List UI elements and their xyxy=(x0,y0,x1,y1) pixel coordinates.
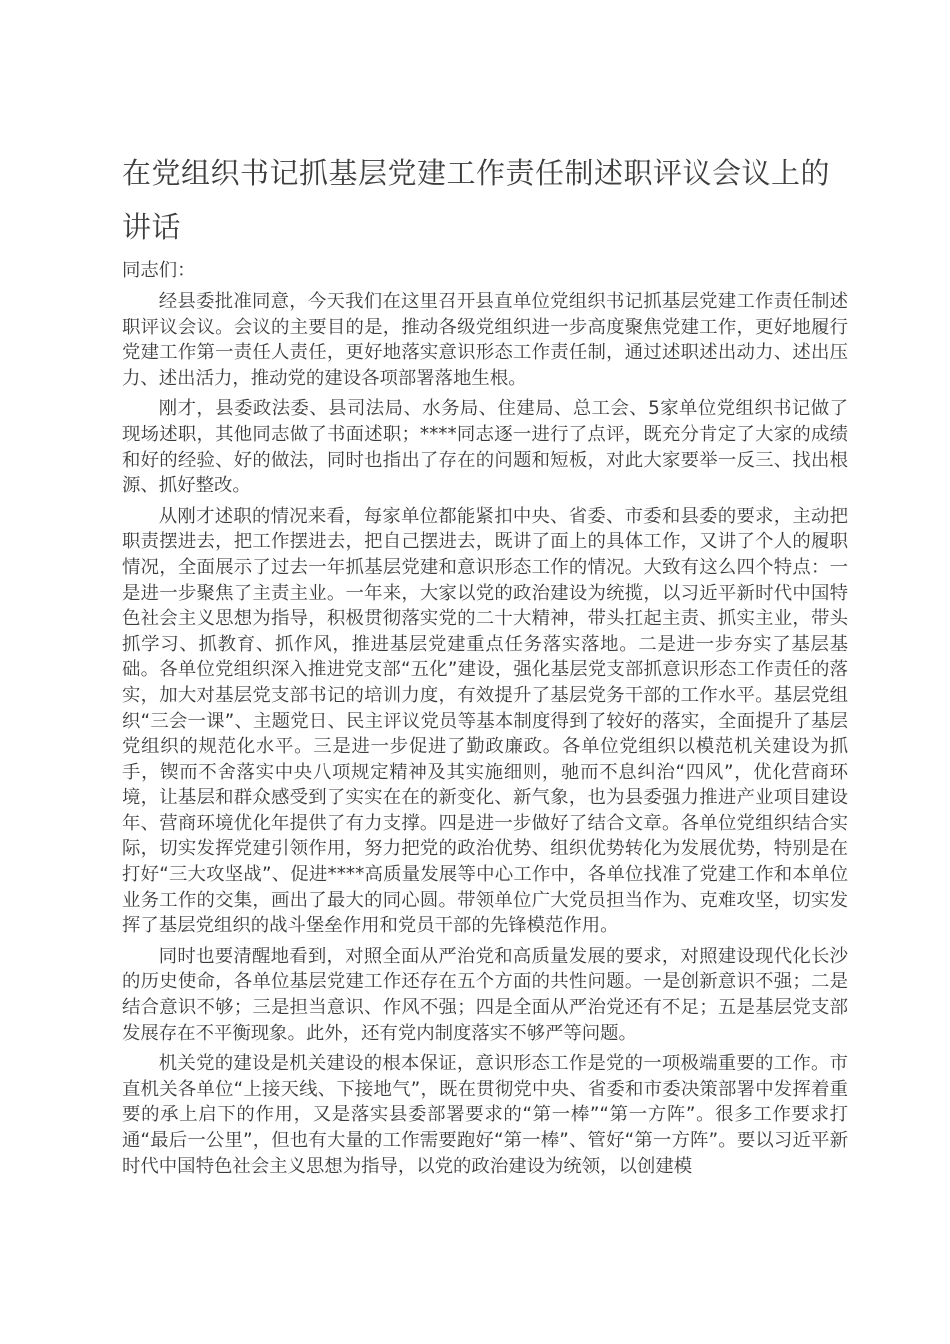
paragraph-2: 刚才，县委政法委、县司法局、水务局、住建局、总工会、5家单位党组织书记做了现场述职，其他同志做了书面述职；****同志逐一进行了点评，既充分肯定了大家的成绩和好的经验、好的做法，同时也指出了存在的问题和短板，对此大家要举一反三、找出根源、抓好整改。 xyxy=(122,398,848,497)
paragraph-1: 经县委批准同意，今天我们在这里召开县直单位党组织书记抓基层党建工作责任制述职评议会议。会议的主要目的是，推动各级党组织进一步高度聚焦党建工作，更好地履行党建工作第一责任人责任，更好地落实意识形态工作责任制，通过述职述出动力、述出压力、述出活力，推动党的建设各项部署落地生根。 xyxy=(122,291,848,389)
paragraph-4: 同时也要清醒地看到，对照全面从严治党和高质量发展的要求，对照建设现代化长沙的历史使命，各单位基层党建工作还存在五个方面的共性问题。一是创新意识不强；二是结合意识不够；三是担当意识、作风不强；四是全面从严治党还有不足；五是基层党支部发展存在不平衡现象。此外，还有党内制度落实不够严等问题。 xyxy=(122,945,848,1044)
salutation: 同志们： xyxy=(122,260,196,281)
paragraph-5: 机关党的建设是机关建设的根本保证，意识形态工作是党的一项极端重要的工作。市直机关各单位“上接天线、下接地气”，既在贯彻党中央、省委和市委决策部署中发挥着重要的承上启下的作用，又是落实县委部署要求的“第一棒”“第一方阵”。很多工作要求打通“最后一公里”，但也有大量的工作需要跑好“第一棒”、管好“第一方阵”。要以习近平新时代中国特色社会主义思想为指导，以党的政治建设为统领，以创建模 xyxy=(122,1053,848,1177)
paragraph-3: 从刚才述职的情况来看，每家单位都能紧扣中央、省委、市委和县委的要求，主动把职责摆进去，把工作摆进去，把自己摆进去，既讲了面上的具体工作，又讲了个人的履职情况，全面展示了过去一年抓基层党建和意识形态工作的情况。大致有这么四个特点：一是进一步聚焦了主责主业。一年来，大家以党的政治建设为统揽，以习近平新时代中国特色社会主义思想为指导，积极贯彻落实党的二十大精神，带头扛起主责、抓实主业，带头抓学习、抓教育、抓作风，推进基层党建重点任务落实落地。二是进一步夯实了基层基础。各单位党组织深入推进党支部“五化”建设，强化基层党支部抓意识形态工作责任的落实，加大对基层党支部书记的培训力度，有效提升了基层党务干部的工作水平。基层党组织“三会一课”、主题党日、民主评议党员等基本制度得到了较好的落实，全面提升了基层党组织的规范化水平。三是进一步促进了勤政廉政。各单位党组织以模范机关建设为抓手，锲而不舍落实中央八项规定精神及其实施细则，驰而不息纠治“四风”，优化营商环境，让基层和群众感受到了实实在在的新变化、新气象，也为县委强力推进产业项目建设年、营商环境优化年提供了有力支撑。四是进一步做好了结合文章。各单位党组织结合实际，切实发挥党建引领作用，努力把党的政治优势、组织优势转化为发展优势，特别是在打好“三大攻坚战”、促进****高质量发展等中心工作中，各单位找准了党建工作和本单位业务工作的交集，画出了最大的同心圆。带领单位广大党员担当作为、克难攻坚，切实发挥了基层党组织的战斗堡垒作用和党员干部的先锋模范作用。 xyxy=(122,505,848,937)
document-body xyxy=(122,258,848,1184)
document-title: 在党组织书记抓基层党建工作责任制述职评议会议上的讲话 xyxy=(122,156,831,244)
